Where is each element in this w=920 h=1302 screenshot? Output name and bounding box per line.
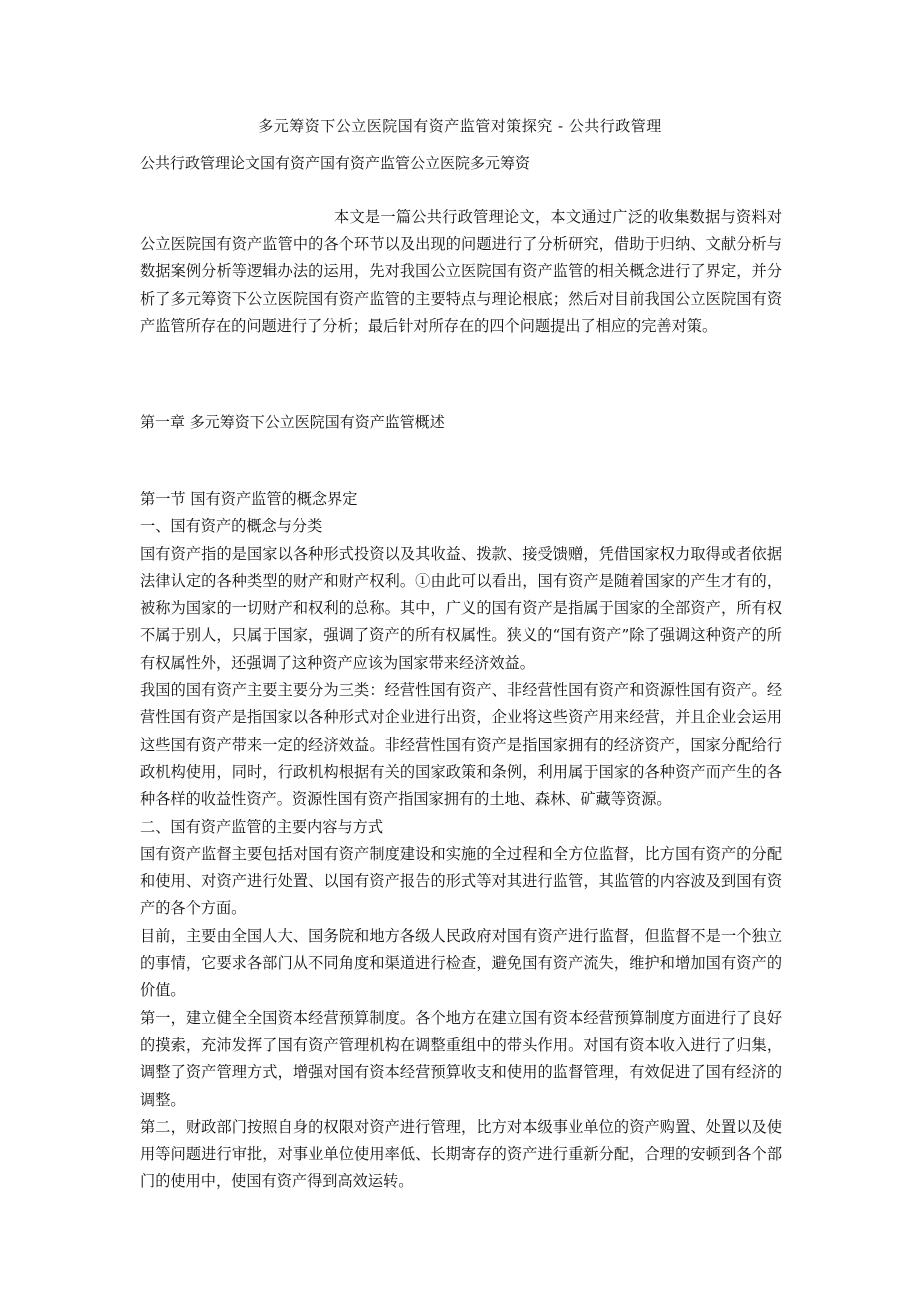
body-text bbox=[140, 486, 782, 1196]
paragraph-finance-department: 第二，财政部门按照自身的权限对资产进行管理，比方对本级事业单位的资产购置、处置以及使用等问题进行审批，对事业单位使用率低、长期寄存的资产进行重新分配，合理的安顿到各个部门的使用中，使国有资产得到高效运转。 bbox=[140, 1117, 782, 1191]
abstract-paragraph: 本文是一篇公共行政管理论文，本文通过广泛的收集数据与资料对公立医院国有资产监管中的各个环节以及出现的问题进行了分析研究，借助于归纳、文献分析与数据案例分析等逻辑办法的运用，先对我国公立医院国有资产监管的相关概念进行了界定，并分析了多元筹资下公立医院国有资产监管的主要特点与理论根底；然后对目前我国公立医院国有资产监管所存在的问题进行了分析；最后针对所存在的四个问题提出了相应的完善对策。 bbox=[140, 208, 782, 335]
keywords-line: 公共行政管理论文国有资产国有资产监管公立医院多元筹资 bbox=[140, 154, 531, 172]
paragraph-supervision-content: 国有资产监督主要包括对国有资产制度建设和实施的全过程和全方位监督，比方国有资产的分配和使用、对资产进行处置、以国有资产报告的形式等对其进行监管，其监管的内容波及到国有资产的各个方面。 bbox=[140, 844, 782, 918]
chapter-heading: 第一章 多元筹资下公立医院国有资产监管概述 bbox=[140, 413, 445, 431]
section-heading: 第一节 国有资产监管的概念界定 bbox=[140, 490, 358, 508]
paragraph-budget-system: 第一，建立健全全国资本经营预算制度。各个地方在建立国有资本经营预算制度方面进行了良好的摸索，充沛发挥了国有资产管理机构在调整重组中的带头作用。对国有资本收入进行了归集，调整了资产管理方式，增强对国有资本经营预算收支和使用的监督管理，有效促进了国有经济的调整。 bbox=[140, 1008, 782, 1109]
subsection-heading-1: 一、国有资产的概念与分类 bbox=[140, 517, 323, 536]
paragraph-supervision-bodies: 目前，主要由全国人大、国务院和地方各级人民政府对国有资产进行监督，但监督不是一个独立的事情，它要求各部门从不同角度和渠道进行检查，避免国有资产流失，维护和增加国有资产的价值。 bbox=[140, 926, 782, 1000]
paragraph-asset-classification: 我国的国有资产主要主要分为三类：经营性国有资产、非经营性国有资产和资源性国有资产。经营性国有资产是指国家以各种形式对企业进行出资，企业将这些资产用来经营，并且企业会运用这些国有资产带来一定的经济效益。非经营性国有资产是指国家拥有的经济资产，国家分配给行政机构使用，同时，行政机构根据有关的国家政策和条例，利用属于国家的各种资产而产生的各种各样的收益性资产。资源性国有资产指国家拥有的土地、森林、矿藏等资源。 bbox=[140, 681, 782, 809]
subsection-heading-2: 二、国有资产监管的主要内容与方式 bbox=[140, 817, 383, 836]
document-title: 多元筹资下公立医院国有资产监管对策探究 - 公共行政管理 bbox=[258, 117, 662, 135]
paragraph-asset-definition: 国有资产指的是国家以各种形式投资以及其收益、拨款、接受馈赠，凭借国家权力取得或者依据法律认定的各种类型的财产和财产权利。①由此可以看出，国有资产是随着国家的产生才有的，被称为国家的一切财产和权利的总称。其中，广义的国有资产是指属于国家的全部资产，所有权不属于别人，只属于国家，强调了资产的所有权属性。狭义的“国有资产”除了强调这种资产的所有权属性外，还强调了这种资产应该为国家带来经济效益。 bbox=[140, 544, 782, 672]
